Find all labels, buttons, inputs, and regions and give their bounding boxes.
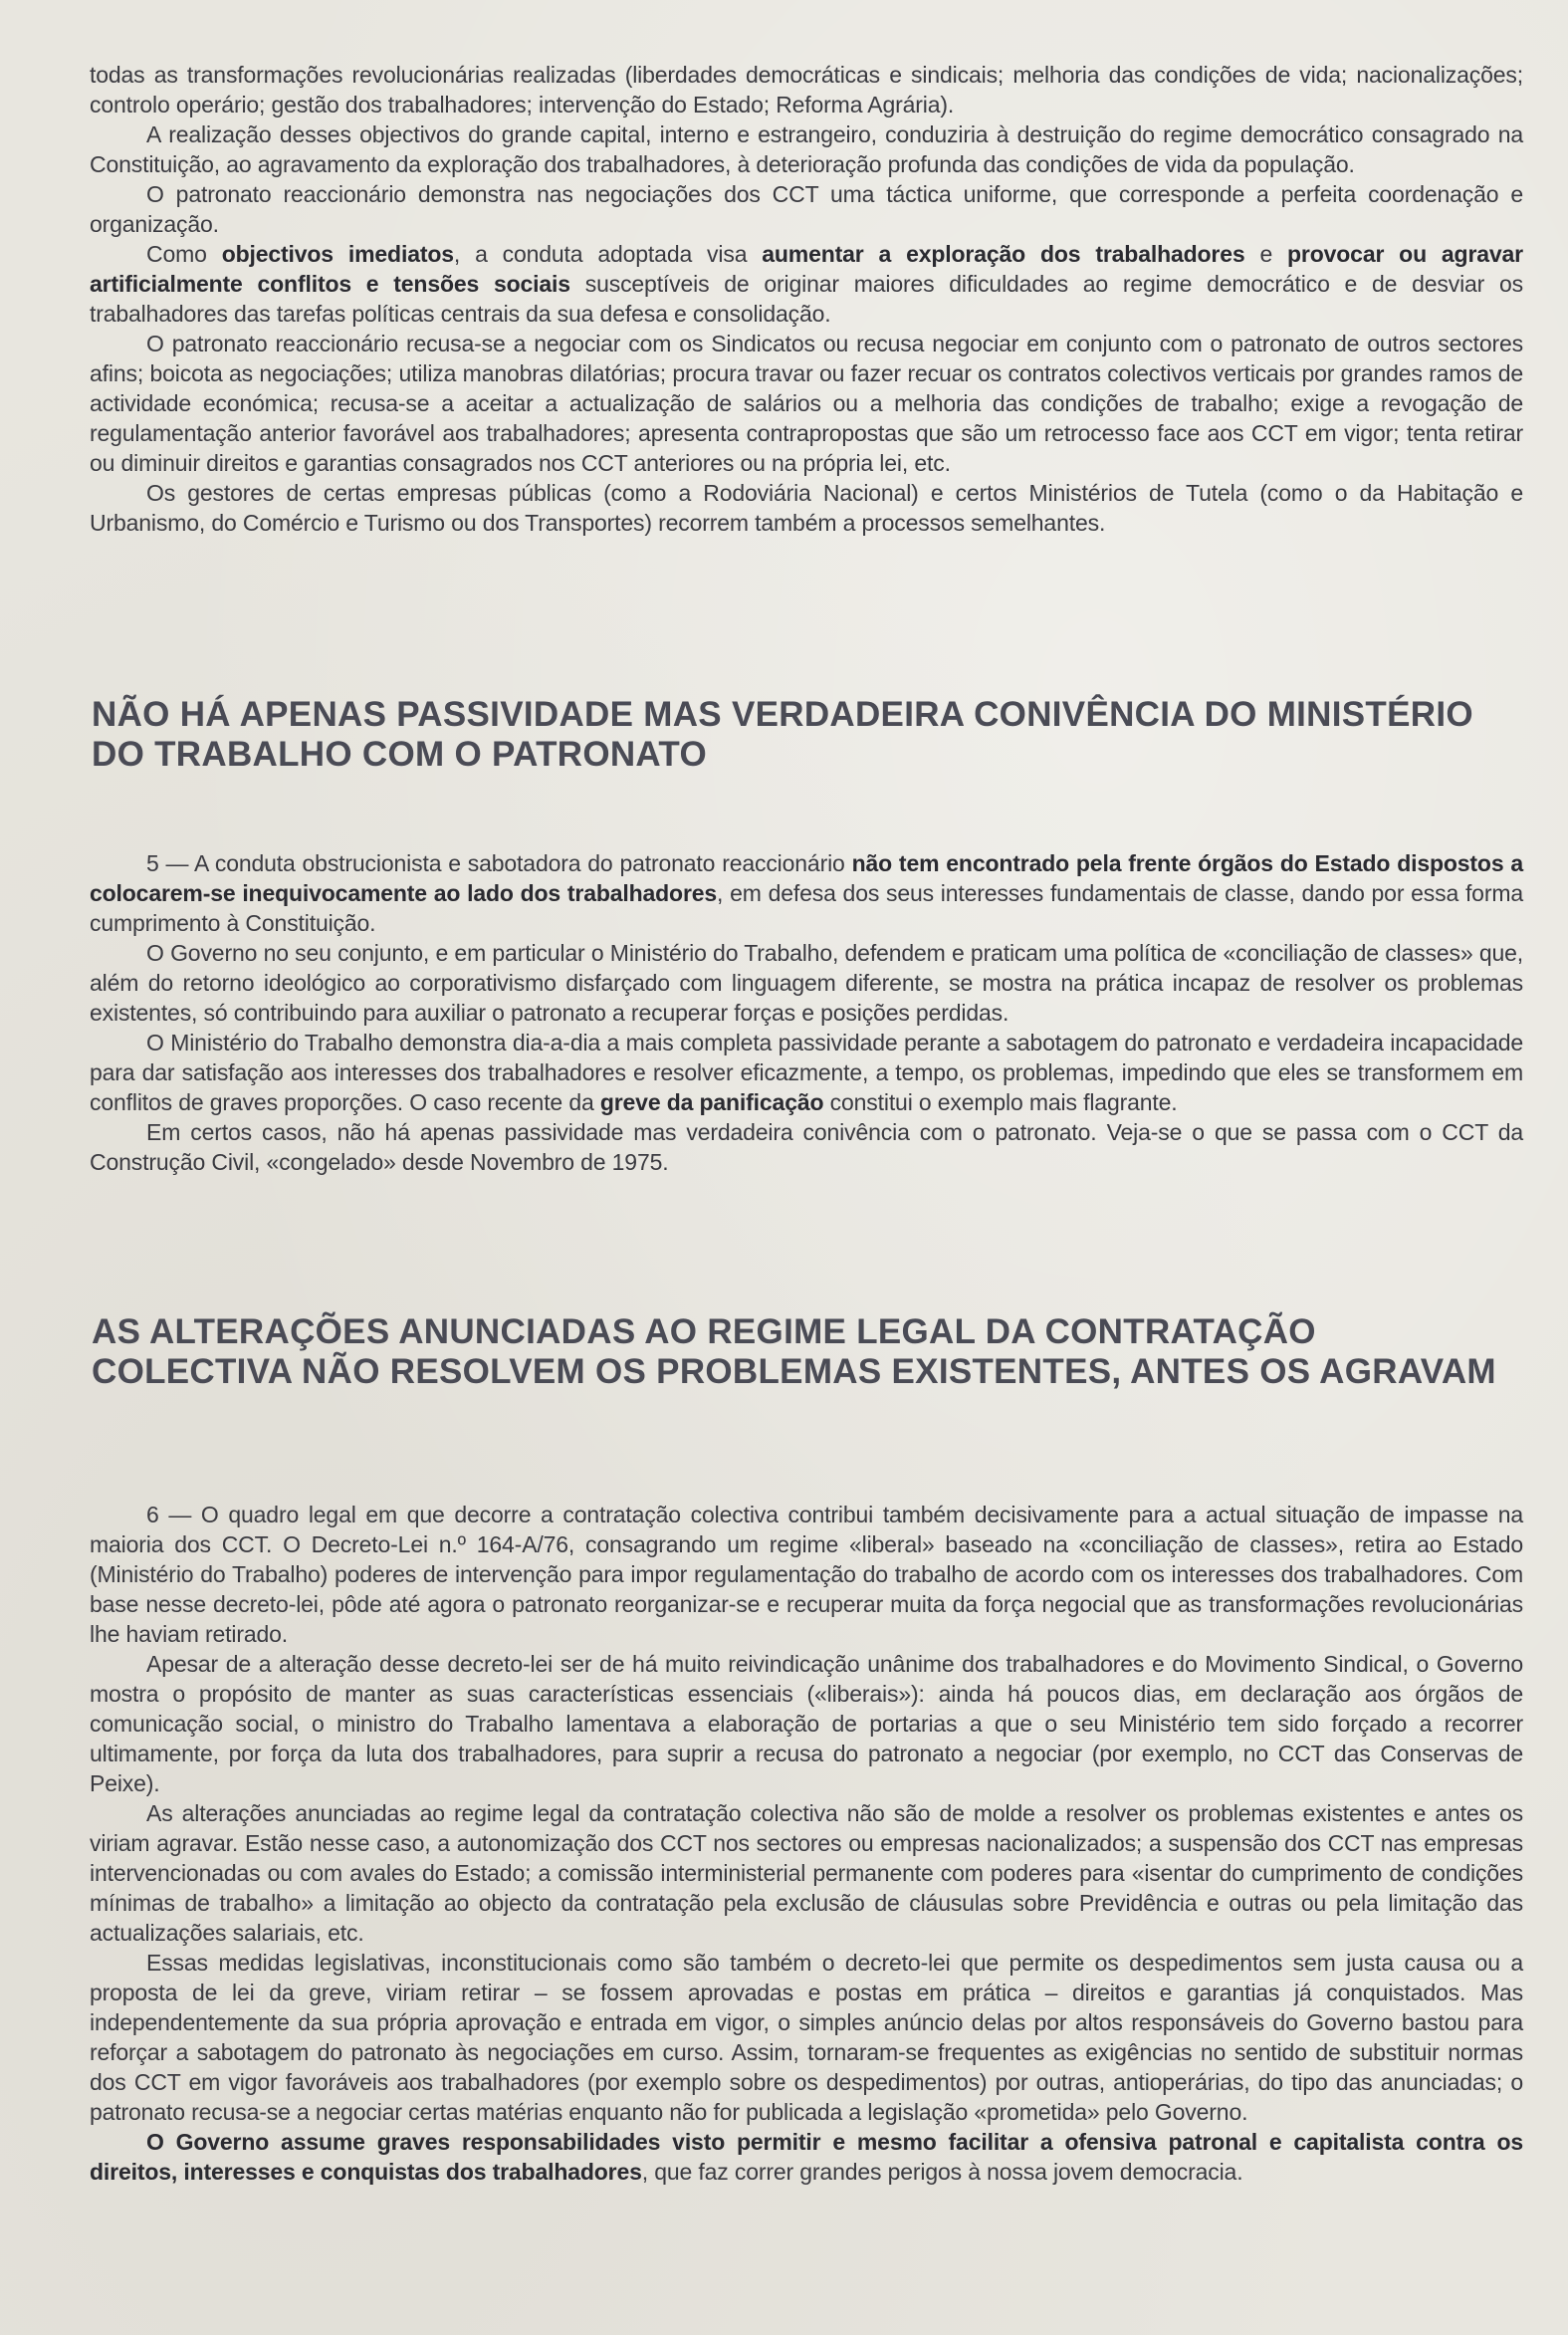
text-run: 5 — A conduta obstrucionista e sabotadora do patronato reaccionário	[146, 850, 852, 876]
paragraph	[90, 1028, 1523, 1117]
text-run: susceptíveis de originar maiores dificuldades ao regime democrático e de desviar os trabalhadores das tarefas políticas centrais da sua defesa e consolidação.	[90, 271, 1523, 327]
section1-body	[90, 848, 1523, 1177]
text-run: , a conduta adoptada visa	[453, 241, 763, 267]
bold-text: aumentar a exploração dos trabalhadores	[762, 241, 1245, 267]
paragraph: todas as transformações revolucionárias realizadas (liberdades democráticas e sindicais; melhoria das condições de vida; nacionalizações; controlo operário; gestão dos trabalhadores; intervenção do Estado; Reforma Agrária).	[90, 62, 1523, 117]
bold-text: não tem encontrado pela frente órgãos do Estado dispostos a colocarem-se inequivocamente ao lado dos trabalhadores	[90, 850, 1524, 906]
paragraph: Essas medidas legislativas, inconstitucionais como são também o decreto-lei que permite os despedimentos sem justa causa ou a proposta de lei da greve, viriam retirar – se fossem aprovadas e postas em prática – direitos e garantias já conquistados. Mas independentemente da sua própria aprovação e entrada em vigor, o simples anúncio delas por altos responsáveis do Governo bastou para reforçar a sabotagem do patronato às negociações em curso. Assim, tornaram-se frequentes as exigências no sentido de substituir normas dos CCT em vigor favoráveis aos trabalhadores (por exemplo sobre os despedimentos) por outras, antioperárias, do tipo das anunciadas; o patronato recusa-se a negociar certas matérias enquanto não for publicada a legislação «prometida» pelo Governo.	[90, 1950, 1523, 2125]
paragraph: Os gestores de certas empresas públicas (como a Rodoviária Nacional) e certos Ministérios de Tutela (como o da Habitação e Urbanismo, do Comércio e Turismo ou dos Transportes) recorrem também a processos semelhantes.	[90, 480, 1523, 536]
section-heading: AS ALTERAÇÕES ANUNCIADAS AO REGIME LEGAL DA CONTRATAÇÃO COLECTIVA NÃO RESOLVEM OS PROBLEMAS EXISTENTES, ANTES OS AGRAVAM	[92, 1312, 1496, 1391]
paragraph: O patronato reaccionário demonstra nas negociações dos CCT uma táctica uniforme, que corresponde a perfeita coordenação e organização.	[90, 181, 1523, 237]
paragraph: 6 — O quadro legal em que decorre a contratação colectiva contribui também decisivamente para a actual situação de impasse na maioria dos CCT. O Decreto-Lei n.º 164-A/76, consagrando um regime «liberal» baseado na «conciliação de classes», retira ao Estado (Ministério do Trabalho) poderes de intervenção para impor regulamentação do trabalho de acordo com os interesses dos trabalhadores. Com base nesse decreto-lei, pôde até agora o patronato reorganizar-se e recuperar muita da força negocial que as transformações revolucionárias lhe haviam retirado.	[90, 1502, 1523, 1647]
paragraph	[90, 239, 1523, 329]
paragraph: A realização desses objectivos do grande capital, interno e estrangeiro, conduziria à destruição do regime democrático consagrado na Constituição, ao agravamento da exploração dos trabalhadores, à deterioração profunda das condições de vida da população.	[90, 121, 1523, 177]
bold-text: O Governo assume graves responsabilidades visto permitir e mesmo facilitar a ofensiva patronal e capitalista contra os direitos, interesses e conquistas dos trabalhadores	[90, 2129, 1523, 2185]
text-run: , que faz correr grandes perigos à nossa jovem democracia.	[641, 2159, 1243, 2185]
bold-text: provocar ou agravar artificialmente conflitos e tensões sociais	[90, 241, 1523, 297]
paragraph: O Governo no seu conjunto, e em particular o Ministério do Trabalho, defendem e praticam uma política de «conciliação de classes» que, além do retorno ideológico ao corporativismo disfarçado com linguagem diferente, se mostra na prática incapaz de resolver os problemas existentes, só contribuindo para auxiliar o patronato a recuperar forças e posições perdidas.	[90, 940, 1523, 1026]
paragraph: O patronato reaccionário recusa-se a negociar com os Sindicatos ou recusa negociar em conjunto com o patronato de outros sectores afins; boicota as negociações; utiliza manobras dilatórias; procura travar ou fazer recuar os contratos colectivos verticais por grandes ramos de actividade económica; recusa-se a aceitar a actualização de salários ou a melhoria das condições de trabalho; exige a revogação de regulamentação anterior favorável aos trabalhadores; apresenta contrapropostas que são um retrocesso face aos CCT em vigor; tenta retirar ou diminuir direitos e garantias consagrados nos CCT anteriores ou na própria lei, etc.	[90, 331, 1523, 476]
text-run: , em defesa dos seus interesses fundamentais de classe, dando por essa forma cumprimento à Constituição.	[90, 880, 1523, 936]
text-run: O Ministério do Trabalho demonstra dia-a-dia a mais completa passividade perante a sabotagem do patronato e verdadeira incapacidade para dar satisfação aos interesses dos trabalhadores e resolver eficazmente, a tempo, os problemas, impedindo que eles se transformem em conflitos de graves proporções. O caso recente da	[90, 1030, 1523, 1115]
paragraph: Apesar de a alteração desse decreto-lei ser de há muito reivindicação unânime dos trabalhadores e do Movimento Sindical, o Governo mostra o propósito de manter as suas características essenciais («liberais»): ainda há poucos dias, em declaração aos órgãos de comunicação social, o ministro do Trabalho lamentava a elaboração de portarias a que o seu Ministério tem sido forçado a recorrer ultimamente, por força da luta dos trabalhadores, para suprir a recusa do patronato a negociar (por exemplo, no CCT das Conservas de Peixe).	[90, 1651, 1523, 1796]
paragraph	[90, 848, 1523, 938]
paragraph: As alterações anunciadas ao regime legal da contratação colectiva não são de molde a resolver os problemas existentes e antes os viriam agravar. Estão nesse caso, a autonomização dos CCT nos sectores ou empresas nacionalizados; a suspensão dos CCT nas empresas intervencionadas ou com avales do Estado; a comissão interministerial permanente com poderes para «isentar do cumprimento de condições mínimas de trabalho» a limitação ao objecto da contratação pela exclusão de cláusulas sobre Previdência e outras ou pela limitação das actualizações salariais, etc.	[90, 1800, 1523, 1946]
bold-text: objectivos imediatos	[221, 241, 454, 267]
text-run: e	[1244, 241, 1288, 267]
show-through-smudge	[1289, 647, 1300, 686]
paragraph	[90, 2127, 1523, 2187]
top-text-block	[90, 60, 1523, 538]
bold-text: greve da panificação	[599, 1089, 824, 1115]
text-run: Como	[146, 241, 222, 267]
text-run: constitui o exemplo mais flagrante.	[823, 1089, 1178, 1115]
section2-body	[90, 1500, 1523, 2187]
section-heading: NÃO HÁ APENAS PASSIVIDADE MAS VERDADEIRA CONIVÊNCIA DO MINISTÉRIO DO TRABALHO COM O PATRONATO	[92, 695, 1473, 774]
paragraph: Em certos casos, não há apenas passividade mas verdadeira conivência com o patronato. Veja-se o que se passa com o CCT da Construção Civil, «congelado» desde Novembro de 1975.	[90, 1119, 1523, 1175]
